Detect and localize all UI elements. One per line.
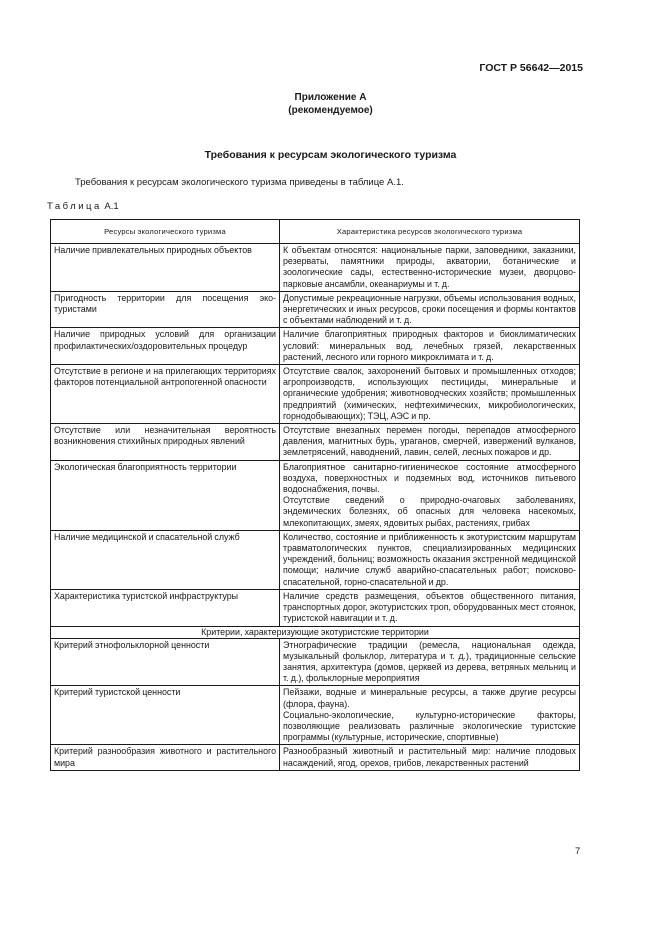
- characteristic-paragraph: Наличие средств размещения, объектов общественного питания, транспортных дорог, экотуристских троп, оборудованных мест стоянок, туристской навигации и т. д.: [283, 590, 576, 624]
- characteristic-paragraph: Допустимые рекреационные нагрузки, объемы использования водных, энергетических и иных ресурсов, сроки посещения и формы контактов с объектами наблюдений и т. д.: [283, 292, 576, 326]
- characteristic-paragraph: К объектам относятся: национальные парки, заповедники, заказники, резерваты, памятники природы, акватории, ботанические и зоологические сады, естественно-исторические музеи, дворцово-парковые ансамбли, океанариумы и т. д.: [283, 245, 576, 289]
- section-title-row: [51, 626, 580, 638]
- characteristic-paragraph: Отсутствие сведений о природно-очаговых заболеваниях, эндемических болезнях, об опасных для человека насекомых, млекопитающих, змеях, ядовитых рыбах, растениях, грибах: [283, 495, 576, 528]
- characteristic-cell: [280, 745, 580, 770]
- section-title: Критерии, характеризующие экотуристские территории: [51, 626, 580, 638]
- characteristic-paragraph: Пейзажи, водные и минеральные ресурсы, а также другие ресурсы (флора, фауна).: [283, 687, 576, 709]
- characteristic-paragraph: Этнографические традиции (ремесла, национальная одежда, музыкальный фольклор, литература и т. д.), традиционные сельские занятия, архитектура (домов, церквей из дерева, ветряных мельниц и т. д.), фольклорные мероприятия: [283, 639, 576, 684]
- resources-table: [50, 219, 580, 771]
- table-caption-word: Таблица: [47, 201, 102, 212]
- characteristic-paragraph: Отсутствие внезапных перемен погоды, перепадов атмосферного давления, магнитных бурь, ураганов, смерчей, извержений вулканов, землетрясений, наводнений, лавин, селей, лесных пожаров и др.: [283, 425, 576, 458]
- resource-cell: Критерий разнообразия животного и растительного мира: [51, 745, 280, 770]
- table-row: [51, 745, 580, 770]
- criteria-section: [51, 626, 580, 638]
- characteristic-paragraph: Отсутствие свалок, захоронений бытовых и промышленных отходов; агропроизводств, использующих пестициды, минеральные и органические удобрения; животноводческих хозяйств; промышленных предприятий (химических, нефтехимических, микробиологических, горнодобывающих); ТЭЦ, АЭС и пр.: [283, 366, 576, 421]
- table-caption-number: А.1: [104, 201, 119, 212]
- annex-subtitle: (рекомендуемое): [288, 105, 373, 116]
- characteristic-paragraph: Наличие благоприятных природных факторов и биоклиматических условий: минеральных вод, лечебных грязей, лекарственных растений, лесного или горного микроклимата и т. д.: [283, 329, 576, 362]
- resource-cell: Отсутствие или незначительная вероятность возникновения стихийных природных явлений: [51, 424, 280, 461]
- characteristic-cell: [280, 530, 580, 589]
- table-row: [51, 638, 580, 686]
- characteristic-cell: [280, 460, 580, 530]
- characteristic-paragraph: Благоприятное санитарно-гигиеническое состояние атмосферного воздуха, поверхностных и подземных вод, источников питьевого водоснабжения, почвы.: [283, 461, 576, 495]
- table-row: [51, 328, 580, 365]
- page-title: Требования к ресурсам экологического туризма: [204, 149, 457, 161]
- characteristic-cell: [280, 638, 580, 686]
- table-row: [51, 589, 580, 626]
- resource-cell: Характеристика туристской инфраструктуры: [51, 589, 280, 626]
- characteristic-cell: [280, 291, 580, 328]
- characteristic-cell: [280, 244, 580, 292]
- table-row: [51, 686, 580, 745]
- column-header-resources: Ресурсы экологического туризма: [51, 220, 280, 244]
- page-number: 7: [575, 846, 581, 857]
- resource-cell: Отсутствие в регионе и на прилегающих территориях факторов потенциальной антропогенной опасности: [51, 365, 280, 424]
- resource-cell: Наличие природных условий для организации профилактических/оздоровительных процедур: [51, 328, 280, 365]
- table-row: [51, 530, 580, 589]
- intro-paragraph: Требования к ресурсам экологического туризма приведены в таблице А.1.: [75, 177, 404, 188]
- table-caption: [47, 201, 119, 212]
- characteristic-paragraph: Количество, состояние и приближенность к экотуристским маршрутам травматологических пунктов, специализированных медицинских учреждений, больниц; возможность оказания экстренной медицинской помощи; наличие служб аварийно-спасательных работ; поисково-спасательной, горно-спасательной и др.: [283, 531, 576, 587]
- resource-cell: Экологическая благоприятность территории: [51, 460, 280, 530]
- annex-title: Приложение А: [294, 92, 367, 103]
- table-row: [51, 291, 580, 328]
- table-header-row: [51, 220, 580, 244]
- table-row: [51, 460, 580, 530]
- table-row: [51, 424, 580, 461]
- table-row: [51, 365, 580, 424]
- characteristic-cell: [280, 424, 580, 461]
- characteristic-paragraph: Разнообразный животный и растительный мир: наличие плодовых насаждений, ягод, орехов, грибов, лекарственных растений: [283, 746, 576, 768]
- resource-cell: Пригодность территории для посещения эко-туристами: [51, 291, 280, 328]
- table-row: [51, 244, 580, 292]
- characteristic-cell: [280, 686, 580, 745]
- characteristic-cell: [280, 328, 580, 365]
- resource-cell: Наличие медицинской и спасательной служб: [51, 530, 280, 589]
- resource-cell: Критерий туристской ценности: [51, 686, 280, 745]
- resource-cell: Наличие привлекательных природных объектов: [51, 244, 280, 292]
- characteristic-paragraph: Социально-экологические, культурно-исторические факторы, позволяющие реализовать различные экологические туристские программы (культурные, исторические, спортивные): [283, 709, 576, 743]
- column-header-characteristics: Характеристика ресурсов экологического туризма: [280, 220, 580, 244]
- characteristic-cell: [280, 365, 580, 424]
- criteria-body: [51, 638, 580, 770]
- characteristic-cell: [280, 589, 580, 626]
- resource-cell: Критерий этнофольклорной ценности: [51, 638, 280, 686]
- standard-code: ГОСТ Р 56642—2015: [479, 62, 583, 74]
- table-body: [51, 244, 580, 627]
